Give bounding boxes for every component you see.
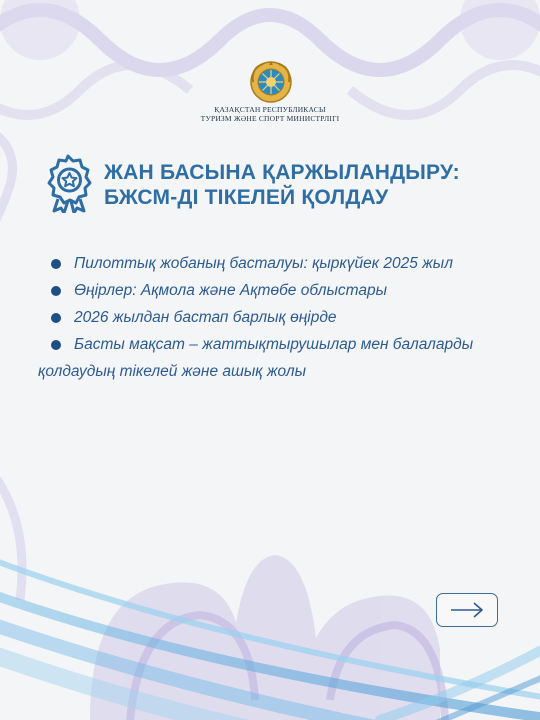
- bullet-icon: [51, 313, 61, 323]
- bullet-icon: [51, 286, 61, 296]
- ministry-line1: ҚАЗАҚСТАН РЕСПУБЛИКАСЫ: [214, 105, 326, 114]
- bullet-list: [38, 250, 518, 385]
- title-line2: БЖСМ-ДІ ТІКЕЛЕЙ ҚОЛДАУ: [104, 186, 389, 209]
- state-emblem-icon: [249, 60, 293, 104]
- list-item: [38, 331, 518, 385]
- bullet-icon: [51, 340, 61, 350]
- list-item-text: 2026 жылдан бастап барлық өңірде: [74, 309, 337, 326]
- award-medal-icon: [40, 153, 96, 213]
- ministry-name: [170, 105, 370, 123]
- list-item-text: Пилоттық жобаның басталуы: қыркүйек 2025 жыл: [74, 255, 453, 272]
- bullet-icon: [51, 259, 61, 269]
- list-item: [38, 277, 518, 304]
- ministry-line2: ТУРИЗМ ЖӘНЕ СПОРТ МИНИСТРЛІГІ: [200, 114, 340, 123]
- list-item: [38, 250, 518, 277]
- title-line1: ЖАН БАСЫНА ҚАРЖЫЛАНДЫРУ:: [104, 161, 460, 184]
- list-item-text: Өңірлер: Ақмола және Ақтөбе облыстары: [74, 282, 387, 299]
- list-item-text: Басты мақсат – жаттықтырушылар мен балаларды қолдаудың тікелей және ашық жолы: [38, 336, 474, 380]
- next-button[interactable]: [436, 593, 498, 627]
- page-title: [104, 160, 524, 210]
- list-item: [38, 304, 518, 331]
- arrow-right-icon: [450, 602, 484, 618]
